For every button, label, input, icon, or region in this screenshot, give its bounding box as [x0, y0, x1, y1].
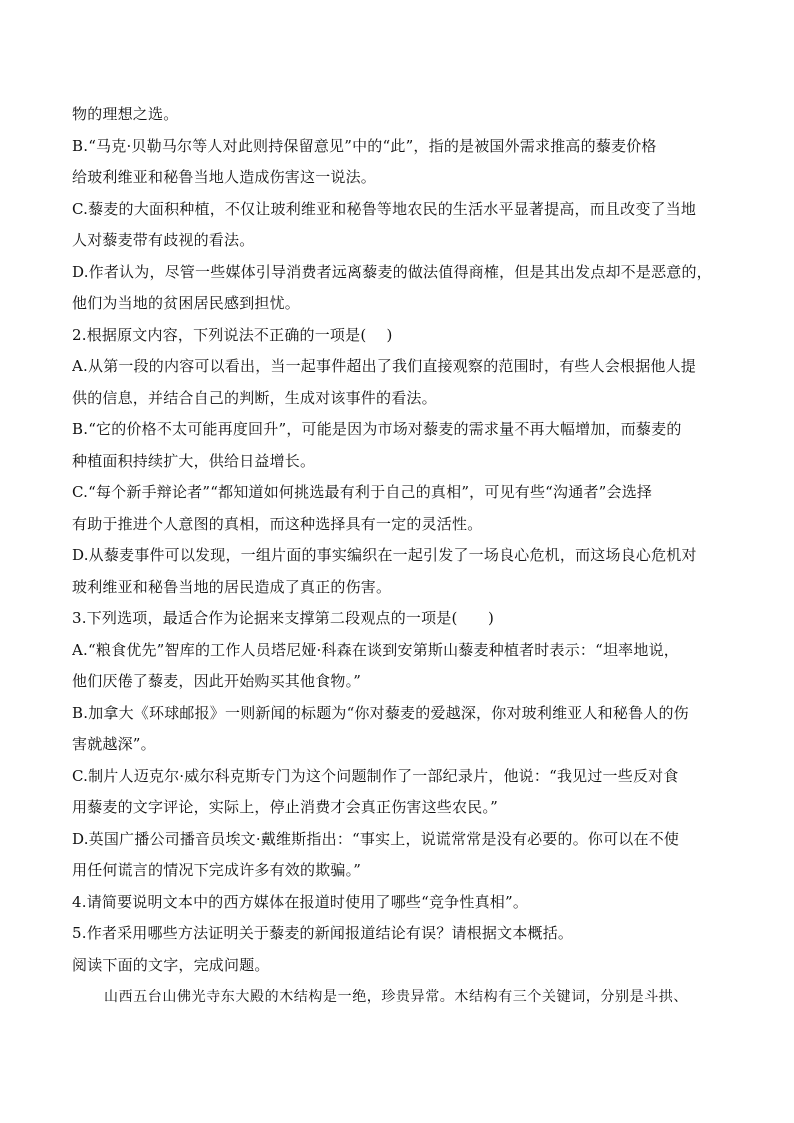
option-d-line-2: 他们为当地的贫困居民感到担忧。: [72, 294, 301, 312]
reading-instruction: 阅读下面的文字，完成问题。: [72, 956, 270, 974]
q2-option-c-line-2: 有助于推进个人意图的真相，而这种选择具有一定的灵活性。: [72, 515, 483, 533]
text-line-1: 物的理想之选。: [72, 105, 179, 123]
q3-option-c-line-2: 用藜麦的文字评论，实际上，停止消费才会真正伤害这些农民。”: [72, 798, 498, 816]
question-3: 3.下列选项，最适合作为论据来支撑第二段观点的一项是( ): [72, 609, 495, 627]
option-d-line-1: D.作者认为，尽管一些媒体引导消费者远离藜麦的做法值得商榷，但是其出发点却不是恶意的，: [72, 263, 712, 281]
option-b-line-1: B.“马克·贝勒马尔等人对此则持保留意见”中的“此”，指的是被国外需求推高的藜麦价格: [72, 137, 657, 155]
q3-option-b-line-2: 害就越深”。: [72, 735, 156, 753]
option-b-line-2: 给玻利维亚和秘鲁当地人造成伤害这一说法。: [72, 168, 377, 186]
q2-option-d-line-1: D.从藜麦事件可以发现，一组片面的事实编织在一起引发了一场良心危机，而这场良心危机对: [72, 546, 697, 564]
q2-option-a-line-1: A.从第一段的内容可以看出，当一起事件超出了我们直接观察的范围时，有些人会根据他人提: [72, 357, 697, 375]
q2-option-b-line-1: B.“它的价格不太可能再度回升”，可能是因为市场对藜麦的需求量不再大幅增加，而藜麦的: [72, 420, 682, 438]
q3-option-a-line-2: 他们厌倦了藜麦，因此开始购买其他食物。”: [72, 672, 362, 690]
question-5: 5.作者采用哪些方法证明关于藜麦的新闻报道结论有误？请根据文本概括。: [72, 924, 574, 942]
q2-option-c-line-1: C.“每个新手辩论者”“都知道如何挑选最有利于自己的真相”，可见有些“沟通者”会选择: [72, 483, 653, 501]
q3-option-b-line-1: B.加拿大《环球邮报》一则新闻的标题为“你对藜麦的爱越深，你对玻利维亚人和秘鲁人的伤: [72, 704, 689, 722]
q2-option-a-line-2: 供的信息，并结合自己的判断，生成对该事件的看法。: [72, 389, 437, 407]
question-2: 2.根据原文内容，下列说法不正确的一项是( ): [72, 326, 393, 344]
option-c-line-1: C.藜麦的大面积种植，不仅让玻利维亚和秘鲁等地农民的生活水平显著提高，而且改变了当地: [72, 200, 697, 218]
question-4: 4.请简要说明文本中的西方媒体在报道时使用了哪些“竞争性真相”。: [72, 893, 529, 911]
q2-option-b-line-2: 种植面积持续扩大，供给日益增长。: [72, 452, 316, 470]
q3-option-d-line-1: D.英国广播公司播音员埃文·戴维斯指出：“事实上，说谎常常是没有必要的。你可以在不使: [72, 830, 680, 848]
option-c-line-2: 人对藜麦带有歧视的看法。: [72, 231, 255, 249]
q3-option-c-line-1: C.制片人迈克尔·威尔科克斯专门为这个问题制作了一部纪录片，他说：“我见过一些反对食: [72, 767, 679, 785]
q3-option-a-line-1: A.“粮食优先”智库的工作人员塔尼娅·科森在谈到安第斯山藜麦种植者时表示：“坦率地说，: [72, 641, 679, 659]
q3-option-d-line-2: 用任何谎言的情况下完成许多有效的欺骗。”: [72, 861, 362, 879]
q2-option-d-line-2: 玻利维亚和秘鲁当地的居民造成了真正的伤害。: [72, 578, 392, 596]
passage-first-line: 山西五台山佛光寺东大殿的木结构是一绝，珍贵异常。木结构有三个关键词，分别是斗拱、: [104, 989, 688, 1005]
